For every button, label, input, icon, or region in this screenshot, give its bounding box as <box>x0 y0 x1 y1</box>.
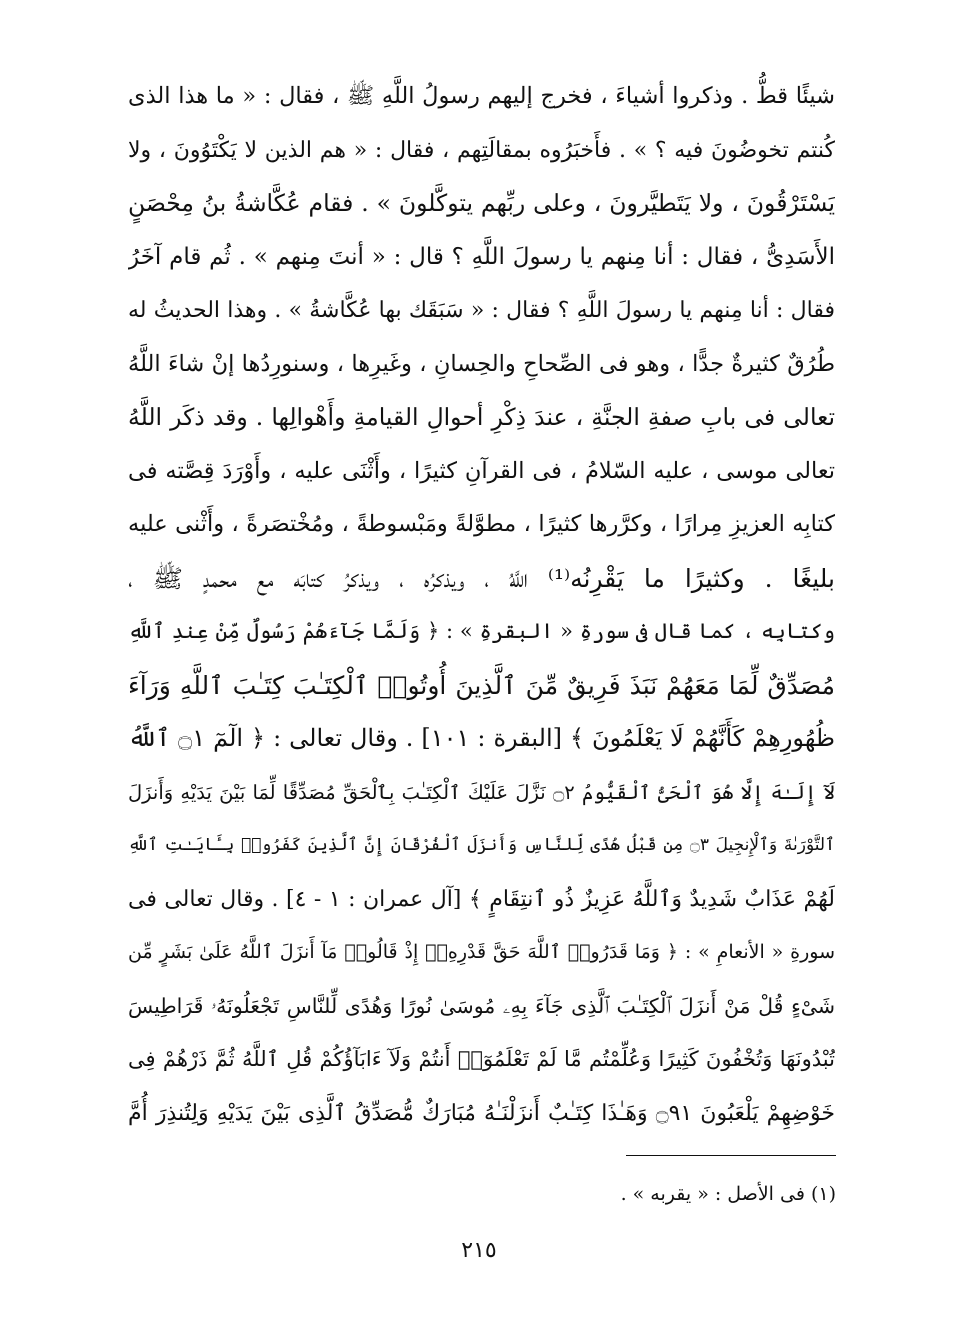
text-line: كُنتم تخوضُونَ فيه ؟ » . فأَخبَرُوه بمقالَتِهم ، فقال : « هم الذين لا يَكْتَوُونَ ، ولا <box>128 137 835 163</box>
quran-verse-line: خَوْضِهِمْ يَلْعَبُونَ ۝٩١ وَهَـٰذَا كِتَـٰبٌ أَنزَلْنَـٰهُ مُبَارَكٌ مُّصَدِّقُ ٱلَّذِى بَيْنَ يَدَيْهِ وَلِتُنذِرَ أُمَّ <box>128 1100 835 1126</box>
page-number: ٢١٥ <box>461 1238 497 1263</box>
text-line: يَسْتَرْقُونَ ، ولا يَتَطيَّرونَ ، وعلى ربِّهم يتوكَّلونَ » . فقام عُكَّاشةُ بنُ مِحْصَنٍ <box>128 189 835 217</box>
text-line: شيئًا قطُّ . وذكروا أشياءَ ، فخرج إليهم رسولُ اللَّهِ ﷺ ، فقال : « ما هذا الذى <box>128 83 835 109</box>
text-line: فقال : أنا مِنهم يا رسولَ اللَّهِ ؟ فقال : « سَبَقَك بها عُكَّاشةُ » . وهذا الحديثُ له <box>128 298 835 323</box>
main-text <box>128 70 835 1140</box>
quran-verse-line: تُبْدُونَهَا وَتُخْفُونَ كَثِيرًا وَعُلِّمْتُم مَّا لَمْ تَعْلَمُوٓا۟ أَنتُمْ وَلَآ ءَابَآؤُكُمْ قُلِ ٱللَّهُ ثُمَّ ذَرْهُمْ فِى <box>128 1047 835 1071</box>
text-line: بليغًا . وكثيرًا ما يَقْرِنُه⁽¹⁾ اللَّهُ ، ويذكرُه ، ويذكرُ كتابَه مع محمدٍ ﷺ ، <box>128 563 835 593</box>
quran-verse-line: ٱلتَّوْرَىٰةَ وَٱلْإِنجِيلَ ۝٣ مِن قَبْلُ هُدًى لِّلنَّاسِ وَأَنزَلَ ٱلْفُرْقَانَ إِنَّ ٱلَّذِينَ كَفَرُوا۟ بِـَٔايَـٰتِ ٱللَّهِ <box>128 835 835 855</box>
text-line: تعالى فى بابِ صفةِ الجنَّةِ ، عندَ ذِكْرِ أحوالِ القيامةِ وأَهْوالِها . وقد ذكَر اللَّهُ <box>128 403 835 431</box>
text-line: تعالى موسى ، عليه السّلامُ ، فى القرآنِ كثيرًا ، وأَثْنَى عليه ، وأَوْرَدَ قِصَّته فى <box>128 457 835 484</box>
quran-verse-line: ظُهُورِهِمْ كَأَنَّهُمْ لَا يَعْلَمُونَ ﴾ [البقرة : ١٠١] . وقال تعالى : ﴿ الٓمٓ ۝١ ٱللَّهُ <box>128 724 835 752</box>
quran-verse-line: مُصَدِّقٌ لِّمَا مَعَهُمْ نَبَذَ فَرِيقٌ مِّنَ ٱلَّذِينَ أُوتُوا۟ ٱلْكِتَـٰبَ كِتَـٰبَ ٱللَّهِ وَرَآءَ <box>128 670 835 700</box>
text-line: طُرُقٌ كثيرةٌ جدًّا ، وهو فى الصِّحاحِ والحِسانِ ، وغَيرِها ، وسنورِدُها إنْ شاءَ اللَّهُ <box>128 350 835 377</box>
text-line: وكتابِه ، كما قال فى سورةِ « البقرةِ » : ﴿ وَلَمَّا جَآءَهُمْ رَسُولٌ مِّنْ عِندِ ٱللَّهِ <box>128 619 835 643</box>
footnote: (١) فى الأصل : « يقربه » . <box>620 1183 836 1205</box>
quran-verse-line: سورةِ « الأنعامِ » : ﴿ وَمَا قَدَرُوا۟ ٱللَّهَ حَقَّ قَدْرِهِۦٓ إِذْ قَالُوا۟ مَآ أَنزَلَ ٱللَّهُ عَلَىٰ بَشَرٍ مِّن <box>128 941 835 963</box>
quran-verse-line: لَهُمْ عَذَابٌ شَدِيدٌ وَٱللَّهُ عَزِيزٌ ذُو ٱنتِقَامٍ ﴾ [آل عمران : ١ - ٤] . وقال تعالى فى <box>128 886 835 912</box>
text-line: كتابِه العزيزِ مِرارًا ، وكرَّرها كثيرًا ، مطوَّلةً ومَبْسوطةً ، ومُخْتصَرةً ، وأَثْنى عليه <box>128 511 835 537</box>
text-line: الأَسَدِىُّ ، فقال : أنا مِنهم يا رسولَ اللَّهِ ؟ قال : « أنتَ مِنهم » . ثُم قام آخَرُ <box>128 243 835 270</box>
quran-verse-line: لَآ إِلَـٰهَ إِلَّا هُوَ ٱلْحَىُّ ٱلْقَيُّومُ ۝٢ نَزَّلَ عَلَيْكَ ٱلْكِتَـٰبَ بِٱلْحَقِّ مُصَدِّقًا لِّمَا بَيْنَ يَدَيْهِ وَأَنزَلَ <box>128 780 835 804</box>
quran-verse-line: شَىْءٍ قُلْ مَنْ أَنزَلَ ٱلْكِتَـٰبَ ٱلَّذِى جَآءَ بِهِۦ مُوسَىٰ نُورًا وَهُدًى لِّلنَّاسِ تَجْعَلُونَهُۥ قَرَاطِيسَ <box>128 993 835 1018</box>
footnote-divider <box>626 1155 836 1156</box>
